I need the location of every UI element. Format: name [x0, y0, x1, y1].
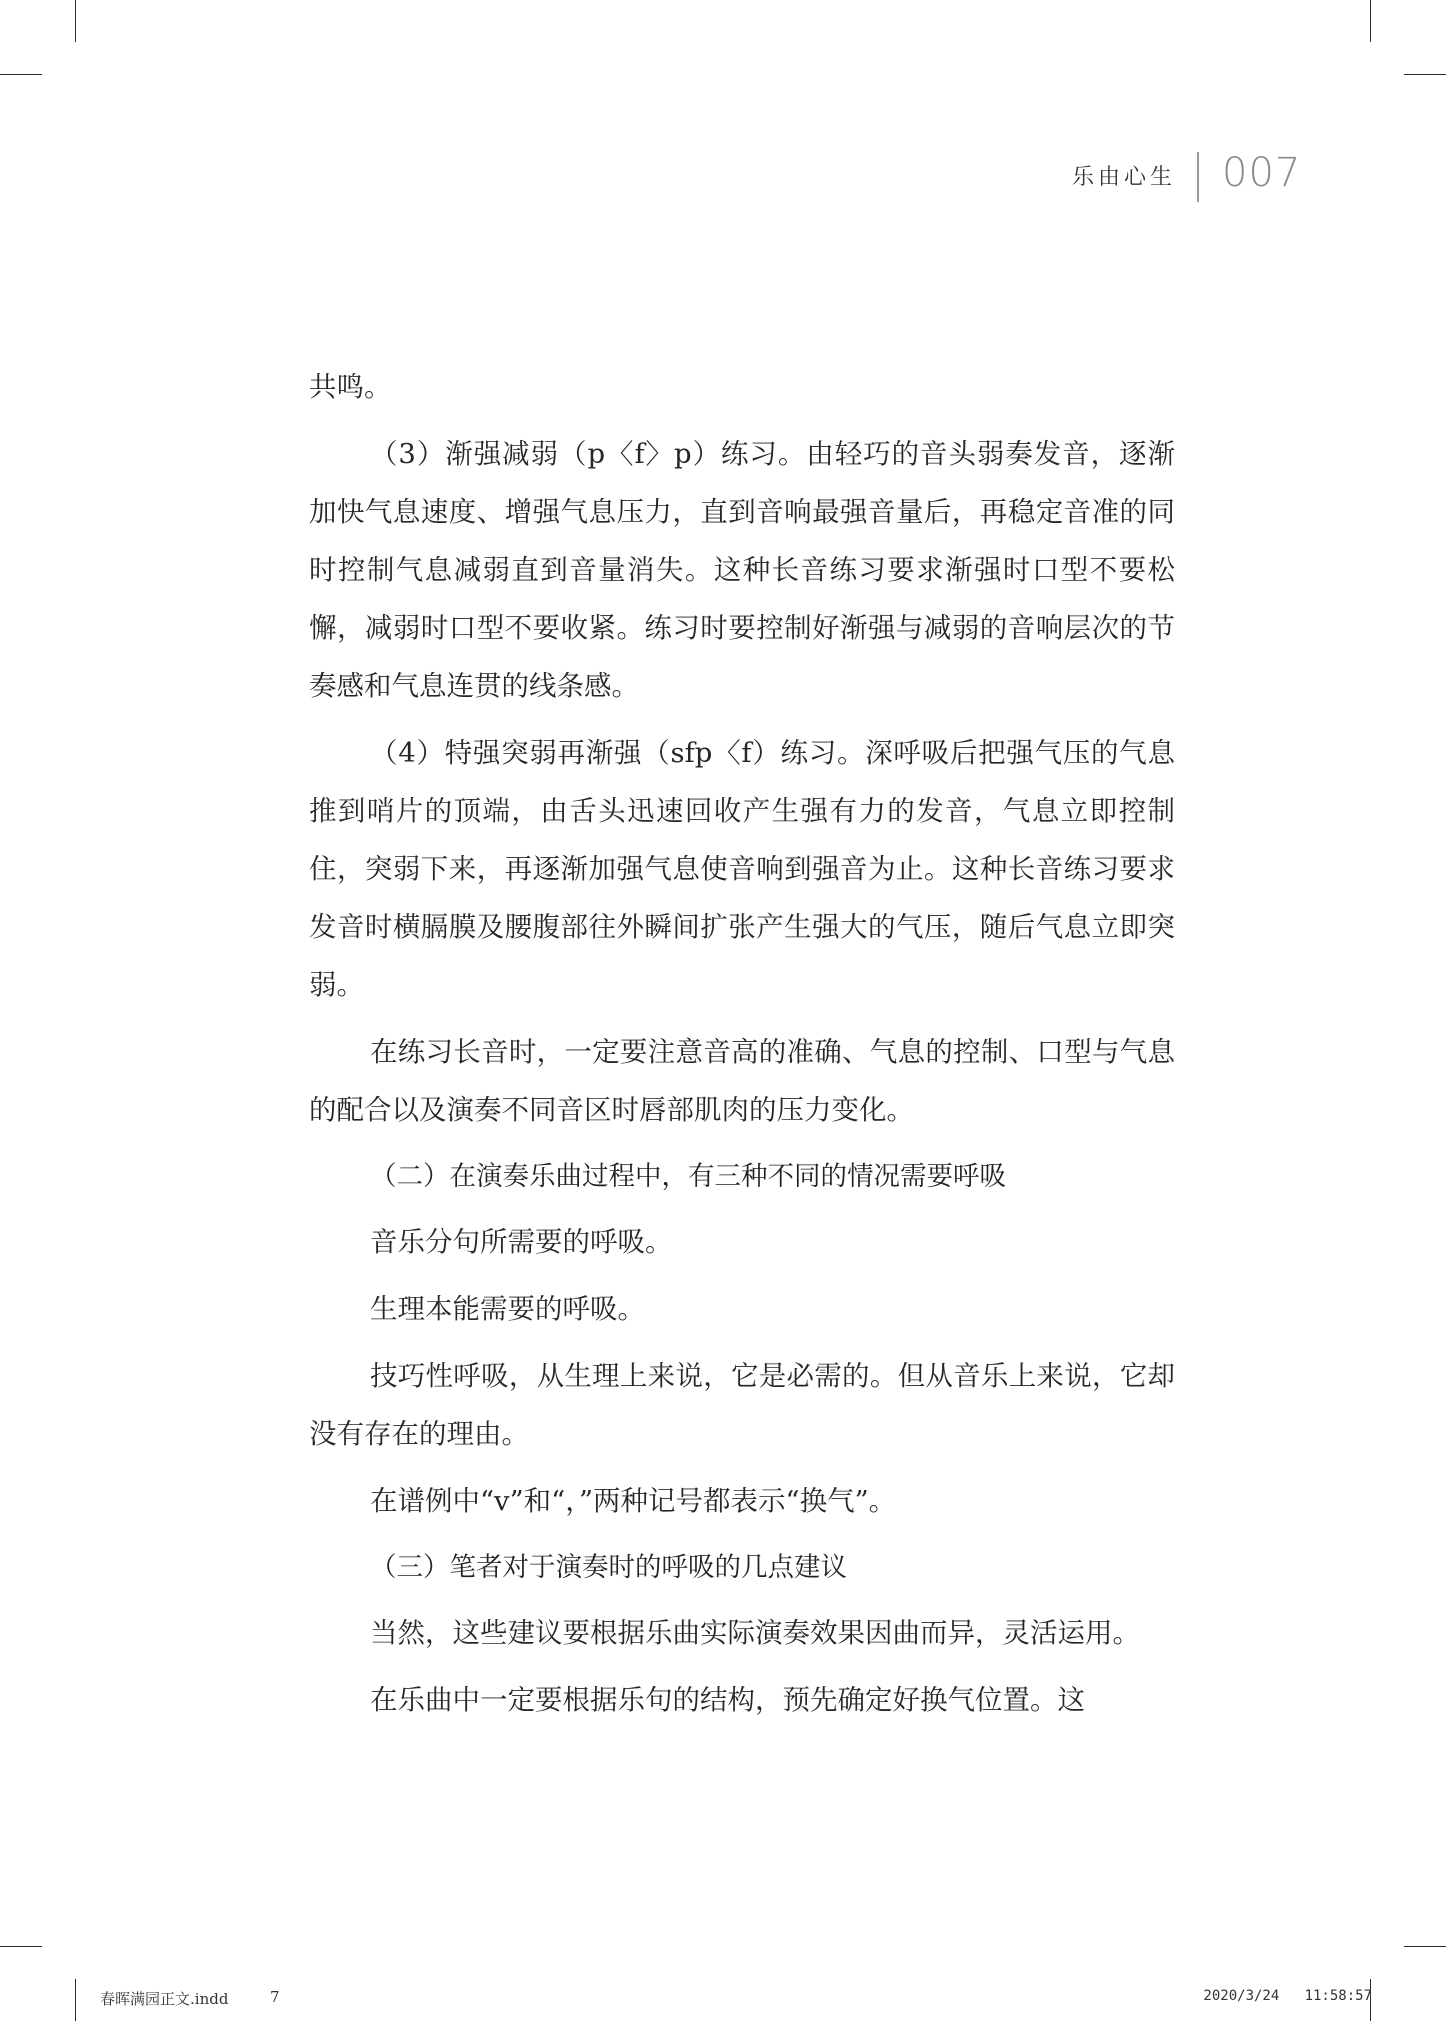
paragraph: 在乐曲中一定要根据乐句的结构，预先确定好换气位置。这 — [370, 1684, 1085, 1716]
paragraph: （4）特强突弱再渐强（sfp〈f）练习。深呼吸后把强气压的气息推到哨片的顶端，由舌头迅速回收产生强有力的发音，气息立即控制住，突弱下来，再逐渐加强气息使音响到强音为止。这种长音练习要求发音时横膈膜及腰腹部往外瞬间扩张产生强大的气压，随后气息立即突弱。 — [309, 737, 1175, 1001]
paragraph: 音乐分句所需要的呼吸。 — [370, 1226, 673, 1258]
page-number: 007 — [1222, 150, 1302, 196]
slug-datetime: 2020/3/24 11:58:57 — [1203, 1988, 1372, 2004]
crop-mark — [1404, 1946, 1446, 1947]
slug-file-name: 春晖满园正文.indd — [100, 1990, 229, 2008]
body-text — [309, 358, 1175, 1738]
crop-mark — [0, 1946, 42, 1947]
header-divider — [1197, 152, 1199, 202]
crop-mark — [75, 0, 76, 42]
crop-mark — [0, 74, 42, 75]
paragraph: 生理本能需要的呼吸。 — [370, 1293, 645, 1325]
paragraph: 共鸣。 — [309, 371, 392, 403]
paragraph: 在谱例中“v”和“，”两种记号都表示“换气”。 — [370, 1485, 897, 1517]
crop-mark — [75, 1979, 76, 2021]
paragraph: 技巧性呼吸，从生理上来说，它是必需的。但从音乐上来说，它却没有存在的理由。 — [309, 1360, 1175, 1450]
running-header-title: 乐由心生 — [1071, 165, 1176, 190]
crop-mark — [1404, 74, 1446, 75]
crop-mark — [1370, 0, 1371, 42]
section-heading: （三）笔者对于演奏时的呼吸的几点建议 — [370, 1552, 847, 1583]
slug-page-index: 7 — [270, 1988, 280, 2006]
paragraph: 当然，这些建议要根据乐曲实际演奏效果因曲而异，灵活运用。 — [370, 1617, 1140, 1649]
paragraph: （3）渐强减弱（p〈f〉p）练习。由轻巧的音头弱奏发音，逐渐加快气息速度、增强气息压力，直到音响最强音量后，再稳定音准的同时控制气息减弱直到音量消失。这种长音练习要求渐强时口型不要松懈，减弱时口型不要收紧。练习时要控制好渐强与减弱的音响层次的节奏感和气息连贯的线条感。 — [309, 438, 1175, 702]
section-heading: （二）在演奏乐曲过程中，有三种不同的情况需要呼吸 — [370, 1161, 1006, 1192]
paragraph: 在练习长音时，一定要注意音高的准确、气息的控制、口型与气息的配合以及演奏不同音区时唇部肌肉的压力变化。 — [309, 1036, 1175, 1126]
